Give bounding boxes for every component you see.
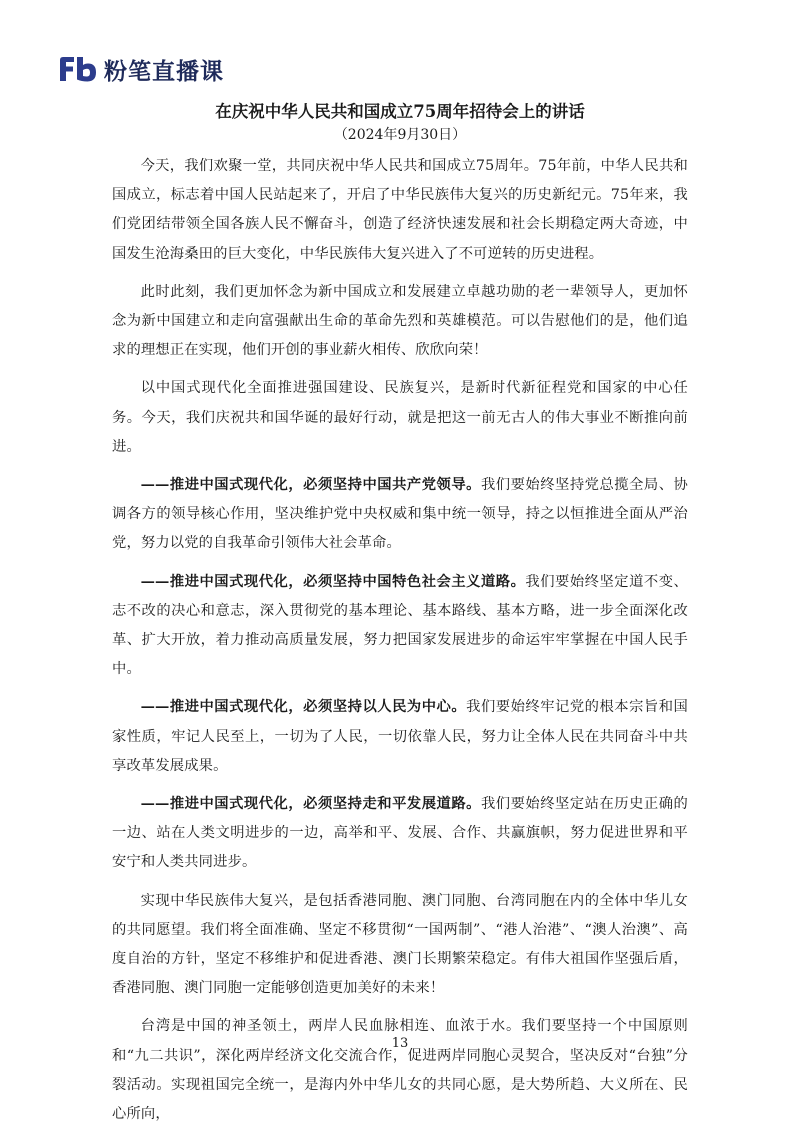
paragraph-text: 以中国式现代化全面推进强国建设、民族复兴，是新时代新征程党和国家的中心任务。今天，我们庆祝共和国华诞的最好行动，就是把这一前无古人的伟大事业不断推向前进。 bbox=[112, 380, 688, 455]
logo-text: 粉笔直播课 bbox=[104, 58, 224, 85]
paragraph-text: 实现中华民族伟大复兴，是包括香港同胞、澳门同胞、台湾同胞在内的全体中华儿女的共同愿望。我们将全面准确、坚定不移贯彻“一国两制”、“港人治港”、“澳人治澳”、高度自治的方针，坚定不移维护和促进香港、澳门长期繁荣稳定。有伟大祖国作坚强后盾，香港同胞、澳门同胞一定能够创造更加美好的未来！ bbox=[112, 892, 688, 997]
paragraph bbox=[112, 568, 688, 685]
paragraph bbox=[112, 1012, 688, 1129]
paragraph bbox=[112, 152, 688, 269]
paragraph bbox=[112, 693, 688, 781]
article-title: 在庆祝中华人民共和国成立75周年招待会上的讲话 bbox=[215, 102, 585, 121]
paragraph-text: 我们要始终坚定道不变、志不改的决心和意志，深入贯彻党的基本理论、基本路线、基本方略，进一步全面深化改革、扩大开放，着力推动高质量发展，努力把国家发展进步的命运牢牢掌握在中国人民手中。 bbox=[112, 573, 688, 678]
paragraph-lead: ——推进中国式现代化，必须坚持中国共产党领导。 bbox=[140, 477, 481, 494]
paragraph bbox=[112, 887, 688, 1004]
paragraph-lead: ——推进中国式现代化，必须坚持中国特色社会主义道路。 bbox=[140, 573, 526, 590]
paragraph-text: 台湾是中国的神圣领土，两岸人民血脉相连、血浓于水。我们要坚持一个中国原则和“九二共识”，深化两岸经济文化交流合作，促进两岸同胞心灵契合，坚决反对“台独”分裂活动。实现祖国完全统一，是海内外中华儿女的共同心愿，是大势所趋、大义所在、民心所向， bbox=[112, 1018, 688, 1123]
paragraph bbox=[112, 471, 688, 559]
paragraph-text: 我们要始终坚持党总揽全局、协调各方的领导核心作用，坚决维护党中央权威和集中统一领导，持之以恒推进全面从严治党，努力以党的自我革命引领伟大社会革命。 bbox=[112, 477, 688, 552]
paragraph-lead: ——推进中国式现代化，必须坚持走和平发展道路。 bbox=[140, 796, 481, 813]
paragraph-text: 今天，我们欢聚一堂，共同庆祝中华人民共和国成立75周年。75年前，中华人民共和国成立，标志着中国人民站起来了，开启了中华民族伟大复兴的历史新纪元。75年来，我们党团结带领全国各族人民不懈奋斗，创造了经济快速发展和社会长期稳定两大奇迹，中国发生沧海桑田的巨大变化，中华民族伟大复兴进入了不可逆转的历史进程。 bbox=[112, 158, 688, 262]
paragraph-lead: ——推进中国式现代化，必须坚持以人民为中心。 bbox=[140, 699, 467, 716]
paragraph bbox=[112, 278, 688, 366]
paragraph-text: 我们要始终牢记党的根本宗旨和国家性质，牢记人民至上，一切为了人民，一切依靠人民，努力让全体人民在共同奋斗中共享改革发展成果。 bbox=[112, 699, 688, 774]
page-number: 13 bbox=[391, 1036, 409, 1051]
article bbox=[112, 100, 688, 1138]
paragraph bbox=[112, 374, 688, 462]
paragraph-text: 此时此刻，我们更加怀念为新中国成立和发展建立卓越功勋的老一辈领导人，更加怀念为新中国建立和走向富强献出生命的革命先烈和英雄模范。可以告慰他们的是，他们追求的理想正在实现，他们开创的事业薪火相传、欣欣向荣！ bbox=[112, 283, 688, 359]
article-date: （2024年9月30日） bbox=[333, 127, 467, 143]
fb-logo-icon bbox=[58, 54, 98, 84]
paragraph bbox=[112, 790, 688, 878]
brand-logo bbox=[58, 52, 224, 86]
paragraph-text: 我们要始终坚定站在历史正确的一边、站在人类文明进步的一边，高举和平、发展、合作、共赢旗帜，努力促进世界和平安宁和人类共同进步。 bbox=[112, 796, 688, 871]
